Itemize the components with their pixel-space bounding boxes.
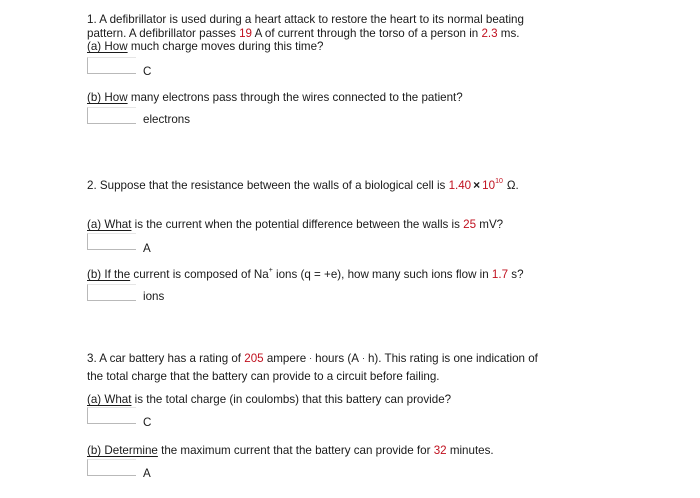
q1-current-value: 19 <box>239 27 252 40</box>
q3-minutes-value: 32 <box>433 444 447 457</box>
q2b-prompt: (b) If the current is composed of Na+ ions (q = +e), how many such ions flow in 1.7 s? <box>87 267 524 281</box>
q3b-answer-input[interactable] <box>87 459 136 476</box>
q2-text-line-1: 2. Suppose that the resistance between the walls of a biological cell is $1.40 \times 10^{10}$ Ω. <box>87 178 519 192</box>
q1-text-line-1: 1. A defibrillator is used during a heart attack to restore the heart to its normal beating <box>87 13 524 26</box>
q3a-unit-label: C <box>143 416 152 429</box>
q1b-answer-input[interactable] <box>87 107 136 124</box>
q2a-prompt: (a) What is the current when the potential difference between the walls is 25 mV? <box>87 218 504 231</box>
q2b-answer-input[interactable] <box>87 284 136 301</box>
q2b-unit-label: ions <box>143 290 165 303</box>
q1a-unit-label: C <box>143 65 152 78</box>
q1-text-line-2: pattern. A defibrillator passes 19 A of current through the torso of a person in 2.3 ms. <box>87 27 520 40</box>
q3-text-line-1: 3. A car battery has a rating of 205 ampere · hours (A · h). This rating is one indication of <box>87 352 538 365</box>
q2-voltage-value: 25 <box>463 218 477 231</box>
q1-time-value: 2.3 <box>481 27 498 40</box>
q2-resistance-value: 1.40 <box>448 179 472 192</box>
q2a-answer-input[interactable] <box>87 233 136 250</box>
q3-text-line-2: the total charge that the battery can provide to a circuit before failing. <box>87 370 440 383</box>
q3b-prompt: (b) Determine the maximum current that the battery can provide for 32 minutes. <box>87 444 494 457</box>
q3b-unit-label: A <box>143 467 151 480</box>
q1b-prompt: (b) How many electrons pass through the wires connected to the patient? <box>87 91 463 104</box>
q1a-answer-input[interactable] <box>87 57 136 74</box>
q3a-prompt: (a) What is the total charge (in coulombs) that this battery can provide? <box>87 393 452 406</box>
q3a-answer-input[interactable] <box>87 407 136 424</box>
q1a-prompt: (a) How much charge moves during this time? <box>87 40 324 53</box>
q2-time-value: 1.7 <box>491 268 509 281</box>
q3-rating-value: 205 <box>244 352 264 365</box>
q2a-unit-label: A <box>143 242 151 255</box>
q1b-unit-label: electrons <box>143 113 191 126</box>
